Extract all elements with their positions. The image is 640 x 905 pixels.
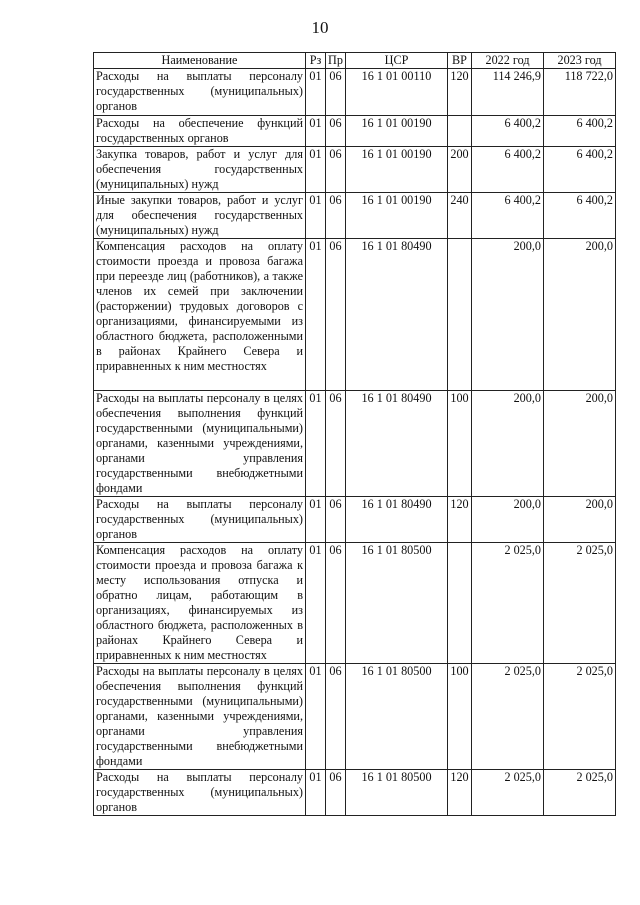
row-amount-2023: 6 400,2 — [544, 147, 616, 193]
row-vr: 100 — [448, 391, 472, 497]
row-amount-2023: 2 025,0 — [544, 664, 616, 770]
row-csr: 16 1 01 80490 — [346, 239, 448, 391]
row-amount-2023: 6 400,2 — [544, 193, 616, 239]
row-rz: 01 — [306, 69, 326, 116]
row-pr: 06 — [326, 543, 346, 664]
table-row — [94, 497, 616, 543]
row-amount-2023: 2 025,0 — [544, 543, 616, 664]
header-2022: 2022 год — [472, 53, 544, 69]
table-row — [94, 543, 616, 664]
table-row — [94, 69, 616, 116]
row-rz: 01 — [306, 116, 326, 147]
row-amount-2023: 118 722,0 — [544, 69, 616, 116]
row-csr: 16 1 01 00110 — [346, 69, 448, 116]
row-csr: 16 1 01 80500 — [346, 770, 448, 816]
row-pr: 06 — [326, 69, 346, 116]
row-pr: 06 — [326, 770, 346, 816]
header-csr: ЦСР — [346, 53, 448, 69]
row-amount-2022: 200,0 — [472, 239, 544, 391]
row-csr: 16 1 01 80500 — [346, 543, 448, 664]
row-amount-2022: 114 246,9 — [472, 69, 544, 116]
row-vr — [448, 239, 472, 391]
row-name: Компенсация расходов на оплату стоимости проезда и провоза багажа при переезде лиц (работников), а также членов их семей при заключении (расторжении) трудовых договоров с организациями, финансируемыми из областного бюджета, расположенными в районах Крайнего Севера и приравненных к ним местностях — [94, 239, 306, 391]
header-name: Наименование — [94, 53, 306, 69]
row-name: Расходы на обеспечение функций государственных органов — [94, 116, 306, 147]
row-pr: 06 — [326, 497, 346, 543]
header-rz: Рз — [306, 53, 326, 69]
row-amount-2023: 200,0 — [544, 239, 616, 391]
row-rz: 01 — [306, 391, 326, 497]
row-pr: 06 — [326, 193, 346, 239]
header-2023: 2023 год — [544, 53, 616, 69]
row-rz: 01 — [306, 497, 326, 543]
row-amount-2022: 200,0 — [472, 497, 544, 543]
row-name: Расходы на выплаты персоналу государственных (муниципальных) органов — [94, 497, 306, 543]
row-rz: 01 — [306, 239, 326, 391]
row-vr: 240 — [448, 193, 472, 239]
row-pr: 06 — [326, 239, 346, 391]
table-row — [94, 239, 616, 391]
row-amount-2023: 200,0 — [544, 391, 616, 497]
row-amount-2023: 200,0 — [544, 497, 616, 543]
row-rz: 01 — [306, 193, 326, 239]
row-name: Иные закупки товаров, работ и услуг для обеспечения государственных (муниципальных) нужд — [94, 193, 306, 239]
row-pr: 06 — [326, 664, 346, 770]
row-amount-2023: 6 400,2 — [544, 116, 616, 147]
table-row — [94, 664, 616, 770]
row-rz: 01 — [306, 770, 326, 816]
row-amount-2022: 2 025,0 — [472, 770, 544, 816]
row-pr: 06 — [326, 391, 346, 497]
budget-table — [93, 52, 616, 816]
row-vr: 100 — [448, 664, 472, 770]
row-vr: 120 — [448, 69, 472, 116]
row-amount-2022: 2 025,0 — [472, 543, 544, 664]
row-amount-2023: 2 025,0 — [544, 770, 616, 816]
row-vr — [448, 116, 472, 147]
row-name: Компенсация расходов на оплату стоимости проезда и провоза багажа к месту использования отпуска и обратно лицам, работающим в организациях, финансируемых из областного бюджета, расположенных в районах Крайнего Севера и приравненных к ним местностях — [94, 543, 306, 664]
row-amount-2022: 200,0 — [472, 391, 544, 497]
page-number: 10 — [311, 18, 329, 37]
row-amount-2022: 6 400,2 — [472, 116, 544, 147]
table-row — [94, 116, 616, 147]
row-name: Расходы на выплаты персоналу в целях обеспечения выполнения функций государственными (муниципальными) органами, казенными учреждениями, органами управления государственными внебюджетными фондами — [94, 664, 306, 770]
row-vr: 200 — [448, 147, 472, 193]
table-header-row — [94, 53, 616, 69]
row-csr: 16 1 01 80490 — [346, 497, 448, 543]
row-vr: 120 — [448, 497, 472, 543]
row-csr: 16 1 01 80490 — [346, 391, 448, 497]
row-csr: 16 1 01 00190 — [346, 116, 448, 147]
row-amount-2022: 2 025,0 — [472, 664, 544, 770]
row-pr: 06 — [326, 147, 346, 193]
row-name: Расходы на выплаты персоналу государственных (муниципальных) органов — [94, 69, 306, 116]
row-amount-2022: 6 400,2 — [472, 147, 544, 193]
row-rz: 01 — [306, 543, 326, 664]
row-amount-2022: 6 400,2 — [472, 193, 544, 239]
row-name: Закупка товаров, работ и услуг для обеспечения государственных (муниципальных) нужд — [94, 147, 306, 193]
row-rz: 01 — [306, 664, 326, 770]
row-name: Расходы на выплаты персоналу государственных (муниципальных) органов — [94, 770, 306, 816]
row-csr: 16 1 01 00190 — [346, 193, 448, 239]
table-row — [94, 391, 616, 497]
row-csr: 16 1 01 80500 — [346, 664, 448, 770]
row-vr: 120 — [448, 770, 472, 816]
table-row — [94, 147, 616, 193]
table-row — [94, 193, 616, 239]
row-name: Расходы на выплаты персоналу в целях обеспечения выполнения функций государственными (муниципальными) органами, казенными учреждениями, органами управления государственными внебюджетными фондами — [94, 391, 306, 497]
row-rz: 01 — [306, 147, 326, 193]
row-csr: 16 1 01 00190 — [346, 147, 448, 193]
row-pr: 06 — [326, 116, 346, 147]
row-vr — [448, 543, 472, 664]
header-vr: ВР — [448, 53, 472, 69]
table-row — [94, 770, 616, 816]
header-pr: Пр — [326, 53, 346, 69]
